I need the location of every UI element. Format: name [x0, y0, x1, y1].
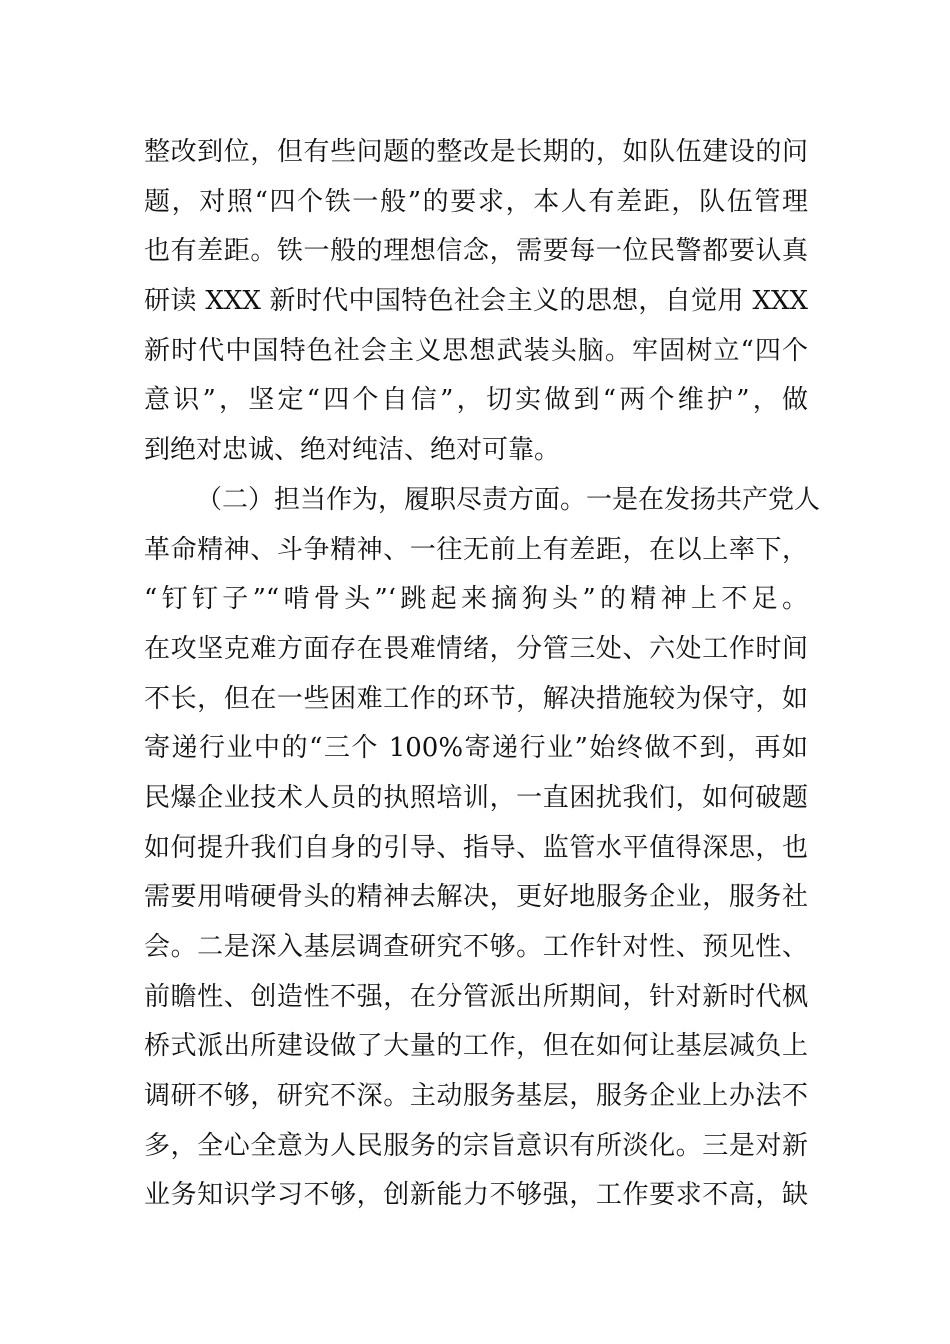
text-line-15: 如何提升我们自身的引导、指导、监管水平值得深思，也 [144, 832, 808, 863]
text-line-2: 题，对照“四个铁一般”的要求，本人有差距，队伍管理 [144, 186, 808, 217]
text-line-13: 寄递行业中的“三个 100%寄递行业”始终做不到，再如 [144, 733, 808, 764]
text-line-16: 需要用啃硬骨头的精神去解决，更好地服务企业，服务社 [144, 882, 808, 913]
text-line-9: 革命精神、斗争精神、一往无前上有差距，在以上率下， [144, 534, 808, 565]
text-line-12: 不长，但在一些困难工作的环节，解决措施较为保守，如 [144, 683, 808, 714]
text-line-1: 整改到位，但有些问题的整改是长期的，如队伍建设的问 [144, 137, 808, 167]
text-line-6: 意识”，坚定“四个自信”，切实做到“两个维护”，做 [144, 385, 808, 416]
text-line-3: 也有差距。铁一般的理想信念，需要每一位民警都要认真 [144, 236, 808, 267]
text-line-21: 多，全心全意为人民服务的宗旨意识有所淡化。三是对新 [144, 1130, 808, 1161]
text-line-4: 研读 XXX 新时代中国特色社会主义的思想，自觉用 XXX [144, 286, 808, 317]
text-line-5: 新时代中国特色社会主义思想武装头脑。牢固树立“四个 [144, 335, 808, 366]
text-line-14: 民爆企业技术人员的执照培训，一直困扰我们，如何破题 [144, 782, 808, 813]
text-line-17: 会。二是深入基层调查研究不够。工作针对性、预见性、 [144, 932, 808, 962]
text-line-8: （二）担当作为，履职尽责方面。一是在发扬共产党人 [196, 484, 821, 515]
text-line-22: 业务知识学习不够，创新能力不够强，工作要求不高，缺 [144, 1180, 808, 1211]
text-line-19: 桥式派出所建设做了大量的工作，但在如何让基层减负上 [144, 1031, 808, 1062]
text-line-10: “钉钉子”“啃骨头”‘跳起来摘狗头”的精神上不足。 [144, 584, 808, 615]
text-line-7: 到绝对忠诚、绝对纯洁、绝对可靠。 [144, 435, 561, 466]
text-line-18: 前瞻性、创造性不强，在分管派出所期间，针对新时代枫 [144, 981, 808, 1012]
text-line-20: 调研不够，研究不深。主动服务基层，服务企业上办法不 [144, 1081, 808, 1112]
body-text [144, 128, 821, 1221]
text-line-11: 在攻坚克难方面存在畏难情绪，分管三处、六处工作时间 [144, 633, 808, 664]
